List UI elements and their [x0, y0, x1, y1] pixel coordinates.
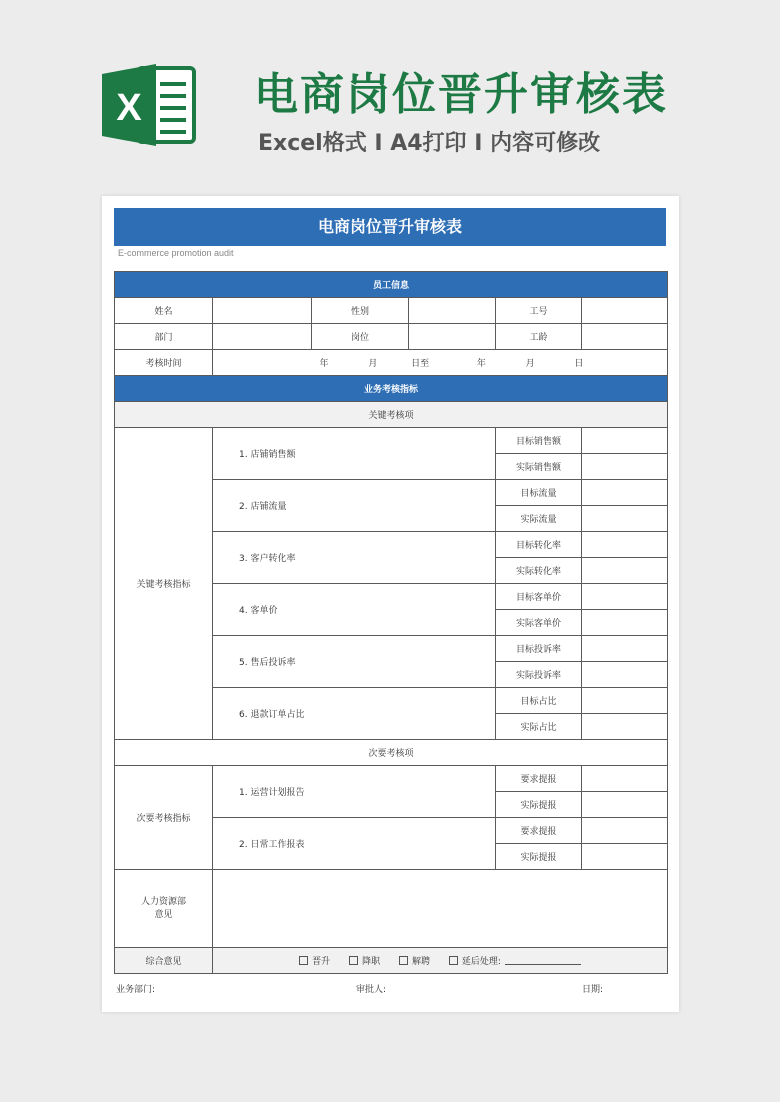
- actual-label: 实际占比: [496, 714, 582, 740]
- value-field[interactable]: [582, 844, 668, 870]
- key-item-name: 6. 退款订单占比: [213, 688, 496, 740]
- checkbox-icon: [299, 956, 308, 965]
- excel-logo-letter: X: [116, 87, 142, 129]
- value-field[interactable]: [582, 480, 668, 506]
- hr-opinion-row: [115, 870, 668, 948]
- value-field[interactable]: [582, 558, 668, 584]
- footer-date: 日期:: [582, 985, 604, 995]
- section-row-employee: [115, 272, 668, 298]
- key-item-name: 1. 店铺销售额: [213, 428, 496, 480]
- target-label: 目标占比: [496, 688, 582, 714]
- key-item-name: 3. 客户转化率: [213, 532, 496, 584]
- actual-label: 实际转化率: [496, 558, 582, 584]
- option-label: 解聘: [411, 957, 430, 967]
- value-field[interactable]: [582, 662, 668, 688]
- footer-approver: 审批人:: [356, 985, 387, 995]
- value-field[interactable]: [582, 792, 668, 818]
- secondary-item-name: 1. 运营计划报告: [213, 766, 496, 818]
- secondary-items-header: 次要考核项: [115, 740, 668, 766]
- section-business-kpi: 业务考核指标: [115, 376, 668, 402]
- footer-department: 业务部门:: [116, 985, 156, 995]
- hr-opinion-field[interactable]: [213, 870, 668, 948]
- target-label: 要求提报: [496, 766, 582, 792]
- value-field[interactable]: [582, 428, 668, 454]
- label-seniority: 工龄: [496, 324, 582, 350]
- label-name: 姓名: [115, 298, 213, 324]
- option-demote[interactable]: [349, 954, 380, 967]
- table-row: [115, 350, 668, 376]
- value-field[interactable]: [582, 818, 668, 844]
- period-month-2: 月: [525, 359, 535, 369]
- value-field[interactable]: [582, 688, 668, 714]
- checkbox-icon: [449, 956, 458, 965]
- document-sheet: [102, 196, 679, 1012]
- value-field[interactable]: [582, 766, 668, 792]
- checkbox-icon: [349, 956, 358, 965]
- employee-number-field[interactable]: [582, 298, 668, 324]
- excel-logo-icon: [100, 60, 198, 150]
- actual-label: 实际提报: [496, 844, 582, 870]
- table-row: [115, 298, 668, 324]
- value-field[interactable]: [582, 532, 668, 558]
- value-field[interactable]: [582, 714, 668, 740]
- target-label: 目标流量: [496, 480, 582, 506]
- seniority-field[interactable]: [582, 324, 668, 350]
- option-label: 延后处理:: [461, 957, 501, 967]
- actual-label: 实际投诉率: [496, 662, 582, 688]
- sheet-english-title: E-commerce promotion audit: [118, 248, 234, 258]
- key-items-header: 关键考核项: [115, 402, 668, 428]
- label-period: 考核时间: [115, 350, 213, 376]
- overall-opinion-row: [115, 948, 668, 974]
- actual-label: 实际销售额: [496, 454, 582, 480]
- audit-form-table: [114, 271, 668, 974]
- hr-opinion-label-line1: 人力资源部: [140, 896, 186, 907]
- hr-opinion-label-line2: 意见: [154, 909, 173, 920]
- value-field[interactable]: [582, 610, 668, 636]
- overall-opinion-label: 综合意见: [115, 948, 213, 974]
- key-item-name: 2. 店铺流量: [213, 480, 496, 532]
- label-position: 岗位: [312, 324, 409, 350]
- page-title: 电商岗位晋升审核表: [254, 69, 668, 120]
- secondary-item-name: 2. 日常工作报表: [213, 818, 496, 870]
- actual-label: 实际流量: [496, 506, 582, 532]
- label-gender: 性别: [312, 298, 409, 324]
- table-row: [115, 324, 668, 350]
- key-kpi-label: 关键考核指标: [115, 428, 213, 740]
- key-item-name: 5. 售后投诉率: [213, 636, 496, 688]
- value-field[interactable]: [582, 454, 668, 480]
- target-label: 目标转化率: [496, 532, 582, 558]
- checkbox-icon: [399, 956, 408, 965]
- value-field[interactable]: [582, 506, 668, 532]
- position-field[interactable]: [409, 324, 496, 350]
- label-department: 部门: [115, 324, 213, 350]
- period-day-2: 日: [574, 359, 584, 369]
- period-year-2: 年: [476, 359, 486, 369]
- option-label: 降职: [362, 957, 381, 967]
- hr-opinion-label: [115, 870, 213, 948]
- period-month-1: 月: [368, 359, 378, 369]
- header: [0, 0, 780, 190]
- section-row-kpi: [115, 376, 668, 402]
- sheet-title: 电商岗位晋升审核表: [114, 208, 666, 246]
- option-dismiss[interactable]: [399, 954, 430, 967]
- label-employee-number: 工号: [496, 298, 582, 324]
- target-label: 目标客单价: [496, 584, 582, 610]
- period-field[interactable]: [213, 350, 668, 376]
- page-subtitle: Excel格式 I A4打印 I 内容可修改: [258, 131, 601, 156]
- key-items-header-row: [115, 402, 668, 428]
- option-label: 晋升: [312, 957, 331, 967]
- key-item-name: 4. 客单价: [213, 584, 496, 636]
- postpone-blank-line[interactable]: [505, 956, 581, 965]
- actual-label: 实际客单价: [496, 610, 582, 636]
- table-row: [115, 766, 668, 792]
- target-label: 目标投诉率: [496, 636, 582, 662]
- value-field[interactable]: [582, 584, 668, 610]
- gender-field[interactable]: [409, 298, 496, 324]
- target-label: 要求提报: [496, 818, 582, 844]
- table-row: [115, 428, 668, 454]
- option-postpone[interactable]: [449, 954, 581, 967]
- period-year-1: 年: [319, 359, 329, 369]
- overall-opinion-options: [213, 948, 668, 974]
- section-employee-info: 员工信息: [115, 272, 668, 298]
- value-field[interactable]: [582, 636, 668, 662]
- period-day-1: 日至: [411, 359, 430, 369]
- target-label: 目标销售额: [496, 428, 582, 454]
- name-field[interactable]: [213, 298, 312, 324]
- option-promote[interactable]: [299, 954, 330, 967]
- secondary-kpi-label: 次要考核指标: [115, 766, 213, 870]
- department-field[interactable]: [213, 324, 312, 350]
- actual-label: 实际提报: [496, 792, 582, 818]
- secondary-items-header-row: [115, 740, 668, 766]
